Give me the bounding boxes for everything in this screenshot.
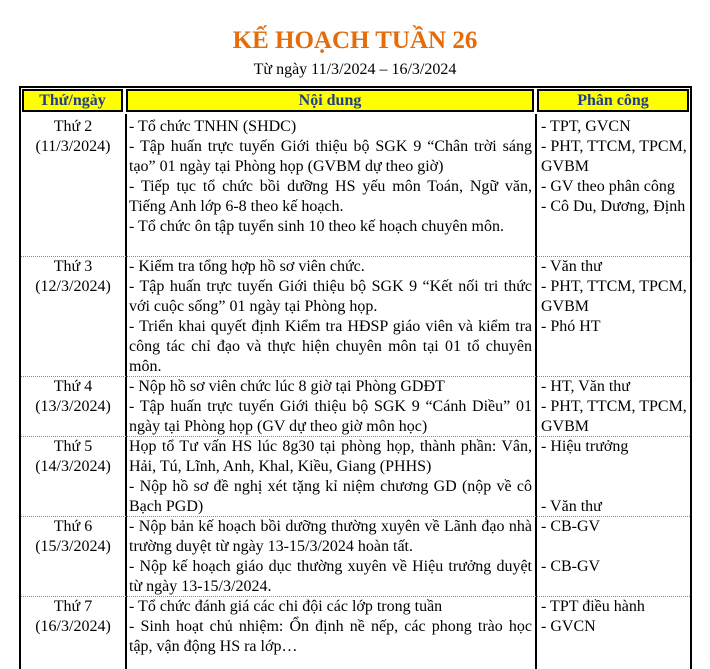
table-row-day <box>21 377 125 417</box>
day-label: Thứ 4 <box>53 378 93 395</box>
table-row-day <box>21 517 125 557</box>
content-item: - Tổ chức ôn tập tuyển sinh 10 theo kế hoạch chuyên môn. <box>129 218 504 235</box>
table-row-day <box>21 257 125 297</box>
content-item: - Nộp bản kế hoạch bồi dưỡng thường xuyên về Lãnh đạo nhà trường duyệt từ ngày 13-15/3/2024 hoàn tất. <box>129 518 532 555</box>
table-row-assign <box>537 597 687 637</box>
content-item: - Tổ chức TNHN (SHDC) <box>129 118 297 135</box>
day-label: Thứ 3 <box>53 258 93 275</box>
assign-item: - Văn thư <box>541 258 602 275</box>
table-row-assign <box>537 257 687 337</box>
table-row-assign <box>537 117 687 217</box>
content-item: - Tập huấn trực tuyến Giới thiệu bộ SGK 9 “Chân trời sáng tạo” 01 ngày tại Phòng họp (GVBM dự theo giờ) <box>129 138 532 175</box>
content-item: - Nộp hồ sơ đề nghị xét tặng kỉ niệm chương GD (nộp về cô Bạch PGD) <box>129 478 532 515</box>
header-assign: Phân công <box>537 89 689 112</box>
day-date: (14/3/2024) <box>35 458 111 475</box>
content-item: - Nộp hồ sơ viên chức lúc 8 giờ tại Phòng GDĐT <box>129 378 445 395</box>
assign-item: - Cô Du, Dương, Định <box>541 198 686 215</box>
assign-item: - TPT, GVCN <box>541 118 631 135</box>
assign-item: - PHT, TTCM, TPCM, GVBM <box>541 398 687 435</box>
header-content: Nội dung <box>126 89 534 112</box>
assign-item: - HT, Văn thư <box>541 378 630 395</box>
day-label: Thứ 2 <box>53 118 93 135</box>
table-row-assign <box>537 377 687 437</box>
table-row-day <box>21 597 125 637</box>
day-date: (13/3/2024) <box>35 398 111 415</box>
table-row-content <box>127 257 535 377</box>
day-label: Thứ 5 <box>53 438 93 455</box>
table-row-day <box>21 437 125 477</box>
content-item: - Tổ chức đánh giá các chi đội các lớp trong tuần <box>129 598 443 615</box>
content-item: - Nộp kế hoạch giáo dục thường xuyên về Hiệu trưởng duyệt từ ngày 13-15/3/2024. <box>129 558 532 595</box>
day-label: Thứ 6 <box>53 518 93 535</box>
table-row-assign <box>537 517 687 577</box>
table-row-content <box>127 597 535 657</box>
content-item: - Kiểm tra tổng hợp hồ sơ viên chức. <box>129 258 365 275</box>
content-item: - Tiếp tục tổ chức bồi dưỡng HS yếu môn Toán, Ngữ văn, Tiếng Anh lớp 6-8 theo kế hoạch. <box>129 178 532 215</box>
day-date: (11/3/2024) <box>35 138 111 155</box>
table-row-assign <box>537 437 687 517</box>
page-title: KẾ HOẠCH TUẦN 26 <box>232 27 478 54</box>
table-row-content <box>127 517 535 597</box>
content-item: - Sinh hoạt chủ nhiệm: Ổn định nề nếp, các phong trào học tập, vận động HS ra lớp… <box>129 618 532 655</box>
content-item: - Tập huấn trực tuyến Giới thiệu bộ SGK 9 “Kết nối tri thức với cuộc sống” 01 ngày tại Phòng họp. <box>129 278 532 315</box>
assign-item: - TPT điều hành <box>541 598 645 615</box>
date-range: Từ ngày 11/3/2024 – 16/3/2024 <box>253 61 457 78</box>
day-date: (15/3/2024) <box>35 538 111 555</box>
day-date: (12/3/2024) <box>35 278 111 295</box>
header-day: Thứ/ngày <box>22 89 123 112</box>
assign-item: - GV theo phân công <box>541 178 675 195</box>
table-row-day <box>21 117 125 157</box>
assign-item: - GVCN <box>541 618 596 635</box>
assign-item: - Phó HT <box>541 318 601 335</box>
content-item: Họp tổ Tư vấn HS lúc 8g30 tại phòng họp, thành phần: Vân, Hải, Tú, Lĩnh, Anh, Khal, Kiều, Giang (PHHS) <box>129 438 532 475</box>
day-label: Thứ 7 <box>53 598 93 615</box>
assign-item: - PHT, TTCM, TPCM, GVBM <box>541 138 687 175</box>
day-date: (16/3/2024) <box>35 618 111 635</box>
assign-item: - CB-GV <box>541 518 601 535</box>
assign-item: - Hiệu trưởng <box>541 438 629 455</box>
assign-item: - Văn thư <box>541 498 602 515</box>
assign-item: - PHT, TTCM, TPCM, GVBM <box>541 278 687 315</box>
table-row-content <box>127 117 535 237</box>
content-item: - Triển khai quyết định Kiểm tra HĐSP giáo viên và kiểm tra công tác chỉ đạo và thực hiện chuyên môn tại 01 tổ chuyên môn. <box>129 318 532 375</box>
content-item: - Tập huấn trực tuyến Giới thiệu bộ SGK 9 “Cánh Diều” 01 ngày tại Phòng họp (GV dự theo giờ môn học) <box>129 398 532 435</box>
assign-item: - CB-GV <box>541 558 601 575</box>
table-row-content <box>127 437 535 517</box>
table-row-content <box>127 377 535 437</box>
